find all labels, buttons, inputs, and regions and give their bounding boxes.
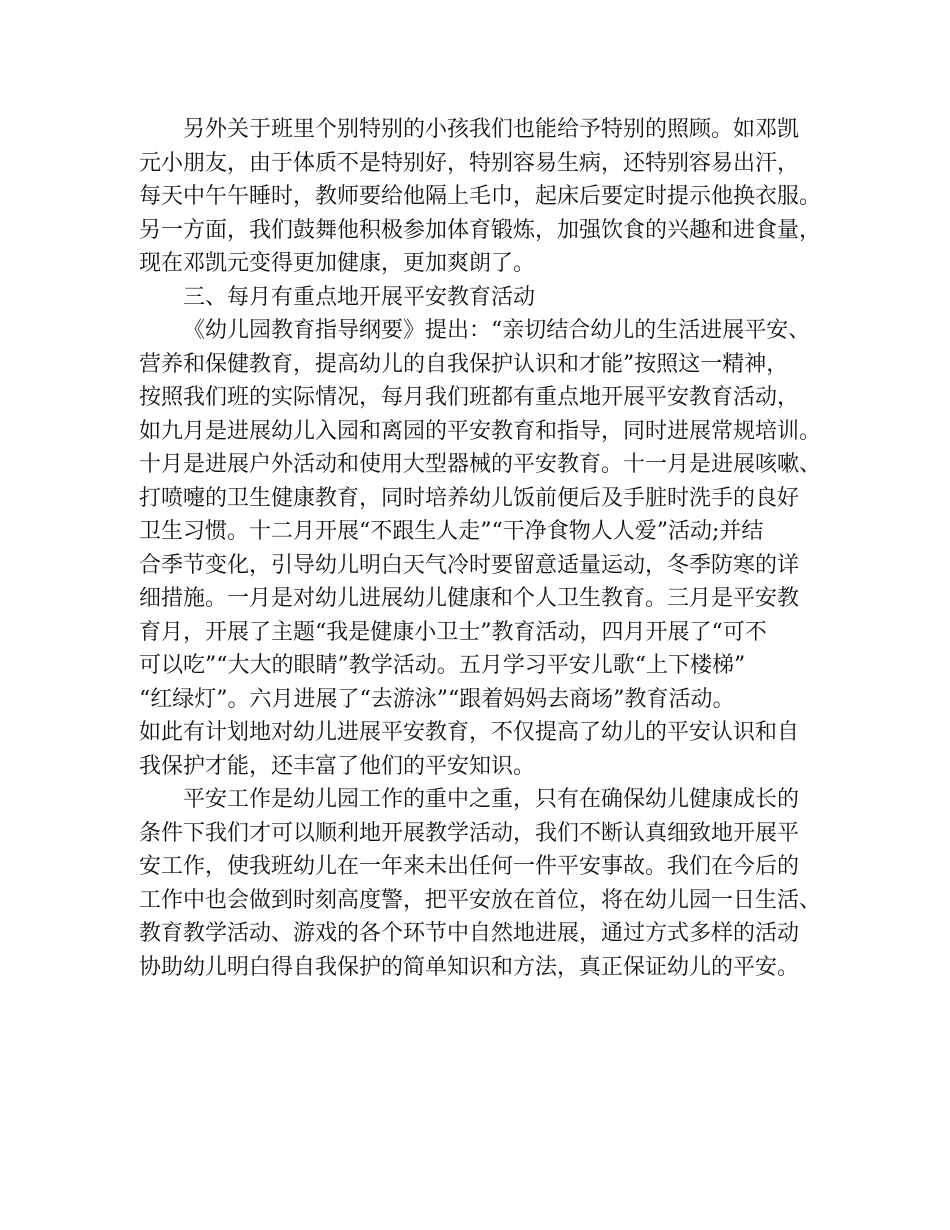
paragraph-line: 工作中也会做到时刻高度警，把平安放在首位，将在幼儿园一日生活、 bbox=[139, 887, 822, 913]
paragraph-special-care bbox=[139, 113, 839, 281]
paragraph-safety-education bbox=[139, 314, 839, 783]
paragraph-line: 打喷嚏的卫生健康教育，同时培养幼儿饭前便后及手脏时洗手的良好 bbox=[139, 485, 800, 511]
paragraph-line: “红绿灯”。六月进展了“去游泳”“跟着妈妈去商场”教育活动。 bbox=[139, 686, 735, 712]
paragraph-line: 平安工作是幼儿园工作的重中之重，只有在确保幼儿健康成长的 bbox=[183, 787, 800, 812]
paragraph-line: 《幼儿园教育指导纲要》提出：“亲切结合幼儿的生活进展平安、 bbox=[183, 318, 811, 343]
paragraph-line: 细措施。一月是对幼儿进展幼儿健康和个人卫生教育。三月是平安教 bbox=[139, 586, 800, 611]
document-body bbox=[139, 113, 839, 984]
paragraph-line: 每天中午午睡时，教师要给他隔上毛巾，起床后要定时提示他换衣服。 bbox=[139, 184, 822, 209]
paragraph-line: 教育教学活动、游戏的各个环节中自然地进展，通过方式多样的活动 bbox=[139, 921, 800, 946]
paragraph-line: 按照我们班的实际情况，每月我们班都有重点地开展平安教育活动， bbox=[139, 385, 800, 410]
paragraph-line: 如此有计划地对幼儿进展平安教育，不仅提高了幼儿的平安认识和自 bbox=[139, 720, 800, 745]
paragraph-line: 合季节变化，引导幼儿明白天气冷时要留意适量运动，冬季防寒的详 bbox=[139, 552, 800, 578]
paragraph-line: 我保护才能，还丰富了他们的平安知识。 bbox=[139, 753, 536, 779]
paragraph-line: 营养和保健教育，提高幼儿的自我保护认识和才能”按照这一精神， bbox=[139, 351, 789, 377]
paragraph-line: 协助幼儿明白得自我保护的简单知识和方法，真正保证幼儿的平安。 bbox=[139, 954, 800, 980]
paragraph-line: 十月是进展户外活动和使用大型器械的平安教育。十一月是进展咳嗽、 bbox=[139, 452, 822, 477]
paragraph-line: 元小朋友，由于体质不是特别好，特别容易生病，还特别容易出汗， bbox=[139, 150, 800, 176]
paragraph-line: 卫生习惯。十二月开展“不跟生人走”“干净食物人人爱”活动;并结 bbox=[139, 519, 764, 544]
paragraph-line: 现在邓凯元变得更加健康，更加爽朗了。 bbox=[139, 251, 536, 276]
paragraph-line: 另一方面，我们鼓舞他积极参加体育锻炼，加强饮食的兴趣和进食量， bbox=[139, 217, 822, 243]
paragraph-safety-work bbox=[139, 783, 839, 984]
paragraph-line: 如九月是进展幼儿入园和离园的平安教育和指导，同时进展常规培训。 bbox=[139, 418, 822, 444]
paragraph-line: 安工作，使我班幼儿在一年来未出任何一件平安事故。我们在今后的 bbox=[139, 854, 800, 879]
paragraph-line: 育月，开展了主题“我是健康小卫士”教育活动，四月开展了“可不 bbox=[139, 619, 767, 645]
section-heading: 三、每月有重点地开展平安教育活动 bbox=[183, 284, 536, 310]
paragraph-line: 可以吃”“大大的眼睛”教学活动。五月学习平安儿歌“上下楼梯” bbox=[139, 653, 746, 678]
paragraph-line: 另外关于班里个别特别的小孩我们也能给予特别的照顾。如邓凯 bbox=[183, 117, 800, 142]
paragraph-line: 条件下我们才可以顺利地开展教学活动，我们不断认真细致地开展平 bbox=[139, 820, 800, 846]
